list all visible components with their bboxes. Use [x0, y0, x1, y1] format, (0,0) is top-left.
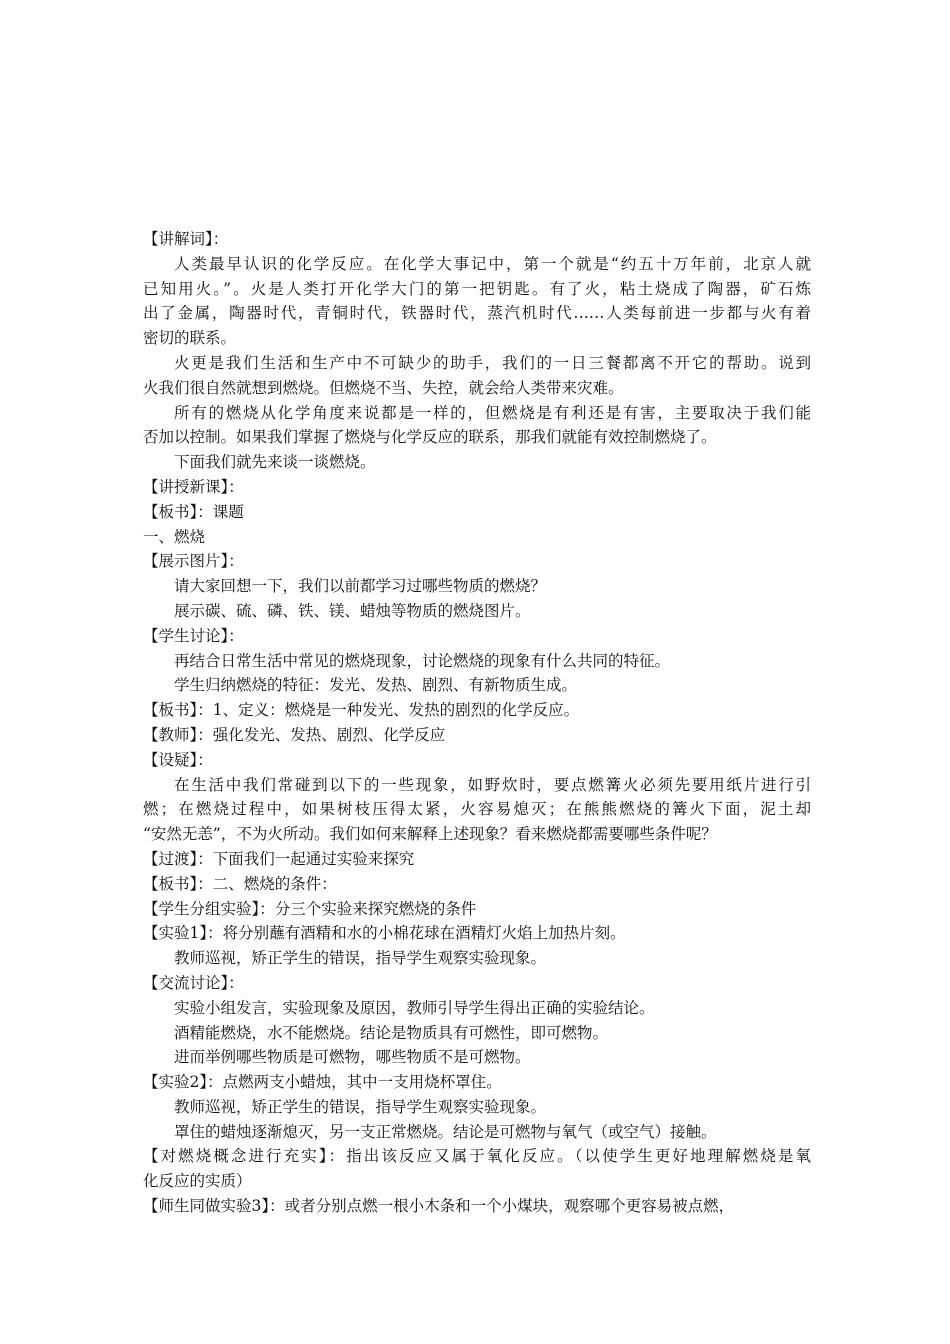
text-line: 【讲解词】：	[143, 230, 229, 248]
text-line: 下面我们就先来谈一谈燃烧。	[174, 453, 376, 472]
text-line: 学生归纳燃烧的特征：发光、发热、剧烈、有新物质生成。	[174, 676, 578, 695]
text-line: 【过渡】：下面我们一起通过实验来探究	[143, 849, 415, 868]
text-line: 【板书】：课题	[143, 502, 244, 521]
text-line: 【教师】：强化发光、发热、剧烈、化学反应	[143, 725, 446, 744]
text-line: 在生活中我们常碰到以下的一些现象，如野炊时，要点燃篝火必须先要用纸片进行引	[174, 775, 811, 794]
text-line: 【板书】：1、定义：燃烧是一种发光、发热的剧烈的化学反应。	[143, 701, 580, 720]
document-body	[143, 227, 811, 1219]
text-line: 【对燃烧概念进行充实】：指出该反应又属于氧化反应。（以使学生更好地理解燃烧是氧	[143, 1147, 811, 1166]
text-line: 一、燃烧	[143, 527, 206, 546]
text-line: 所有的燃烧从化学角度来说都是一样的，但燃烧是有利还是有害，主要取决于我们能	[174, 403, 811, 422]
text-line: 否加以控制。如果我们掌握了燃烧与化学反应的联系，那我们就能有效控制燃烧了。	[143, 428, 717, 447]
text-line: 进而举例哪些物质是可燃物，哪些物质不是可燃物。	[174, 1048, 531, 1067]
text-line: 请大家回想一下，我们以前都学习过哪些物质的燃烧？	[174, 577, 547, 596]
text-line: 【讲授新课】：	[143, 477, 244, 496]
text-line: 再结合日常生活中常见的燃烧现象，讨论燃烧的现象有什么共同的特征。	[174, 651, 671, 670]
text-line: 燃；在燃烧过程中，如果树枝压得太紧，火容易熄灭；在熊熊燃烧的篝火下面，泥土却	[143, 800, 811, 819]
text-line: 酒精能燃烧，水不能燃烧。结论是物质具有可燃性，即可燃物。	[174, 1023, 609, 1042]
text-line: 展示碳、硫、磷、铁、镁、蜡烛等物质的燃烧图片。	[174, 601, 531, 620]
text-line: 【师生同做实验3】：或者分别点燃一根小木条和一个小煤块，观察哪个更容易被点燃，	[143, 1197, 735, 1216]
text-line: 教师巡视，矫正学生的错误，指导学生观察实验现象。	[174, 949, 547, 968]
text-line: 【实验2】：点燃两支小蜡烛，其中一支用烧杯罩住。	[143, 1073, 502, 1092]
text-line: “安然无恙”，不为火所动。我们如何来解释上述现象？看来燃烧都需要哪些条件呢？	[143, 825, 717, 844]
text-line: 【实验1】：将分别蘸有酒精和水的小棉花球在酒精灯火焰上加热片刻。	[143, 924, 626, 943]
text-line: 人类最早认识的化学反应。在化学大事记中，第一个就是“约五十万年前，北京人就	[174, 254, 811, 273]
text-line: 火我们很自然就想到燃烧。但燃烧不当、失控，就会给人类带来灾难。	[143, 378, 624, 397]
text-line: 罩住的蜡烛逐渐熄灭，另一支正常燃烧。结论是可燃物与氧气（或空气）接触。	[174, 1122, 717, 1141]
text-line: 出了金属，陶器时代，青铜时代，铁器时代，蒸汽机时代……人类每前进一步都与火有着	[143, 304, 811, 323]
text-line: 【学生讨论】：	[143, 626, 244, 645]
text-line: 教师巡视，矫正学生的错误，指导学生观察实验现象。	[174, 1097, 547, 1116]
text-line: 火更是我们生活和生产中不可缺少的助手，我们的一日三餐都离不开它的帮助。说到	[174, 353, 811, 372]
text-line: 【交流讨论】：	[143, 973, 244, 992]
text-line: 【板书】：二、燃烧的条件：	[143, 874, 337, 893]
text-line: 已知用火。”。火是人类打开化学大门的第一把钥匙。有了火，粘土烧成了陶器，矿石炼	[143, 279, 811, 298]
text-line: 化反应的实质）	[143, 1172, 252, 1191]
text-line: 密切的联系。	[143, 329, 237, 348]
text-line: 【展示图片】：	[143, 552, 244, 571]
text-line: 【学生分组实验】：分三个实验来探究燃烧的条件	[143, 899, 477, 918]
text-line: 实验小组发言，实验现象及原因，教师引导学生得出正确的实验结论。	[174, 998, 655, 1017]
text-line: 【设疑】：	[143, 750, 213, 769]
